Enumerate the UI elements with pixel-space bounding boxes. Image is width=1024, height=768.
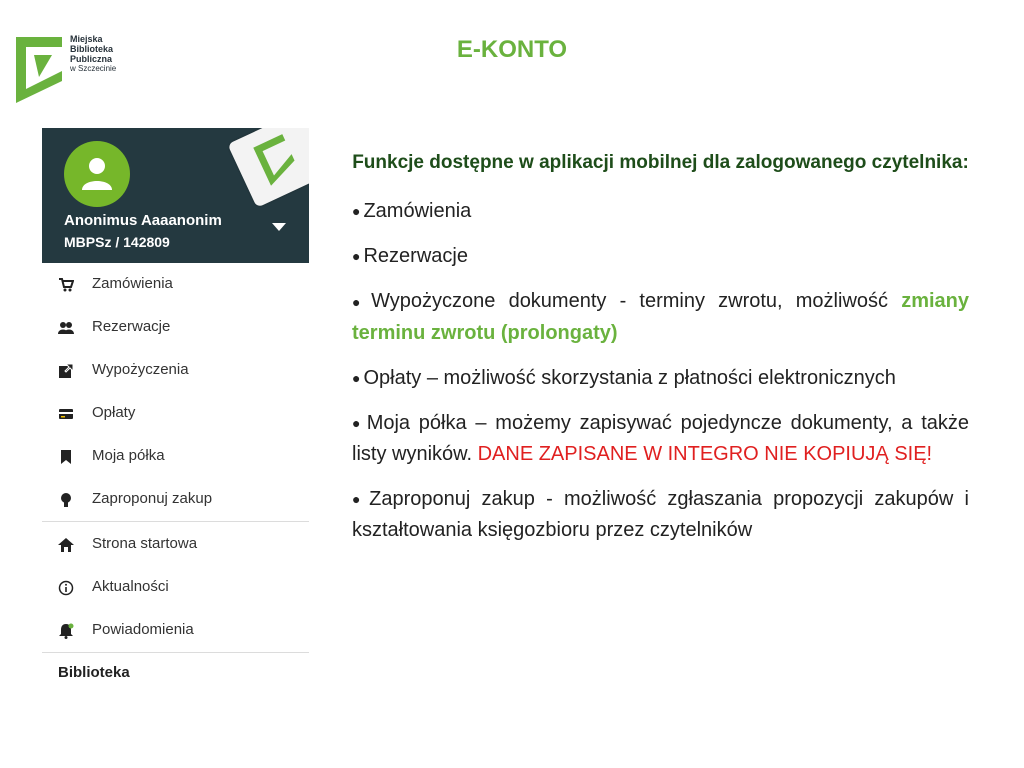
menu-label: Moja półka xyxy=(92,447,165,464)
people-icon xyxy=(58,320,74,336)
card-icon xyxy=(58,406,74,422)
menu-item-zaproponuj-zakup[interactable] xyxy=(42,480,309,520)
menu-divider xyxy=(42,652,309,653)
bullet-icon: ● xyxy=(352,248,361,265)
logo-line-1: Miejska xyxy=(70,34,103,44)
menu-item-powiadomienia[interactable] xyxy=(42,611,309,651)
bullet-text: Wypożyczone dokumenty - terminy zwrotu, możliwość xyxy=(371,290,902,313)
menu-label: Opłaty xyxy=(92,404,136,421)
menu-label: Zamówienia xyxy=(92,275,173,292)
avatar[interactable] xyxy=(64,141,130,207)
user-id: MBPSz / 142809 xyxy=(64,234,170,250)
chevron-down-icon[interactable] xyxy=(272,223,286,231)
card-logo-icon xyxy=(251,130,306,187)
warning-text: DANE ZAPISANE W INTEGRO NIE KOPIUJĄ SIĘ! xyxy=(477,443,933,466)
app-screenshot xyxy=(42,128,309,708)
bullet-text: Rezerwacje xyxy=(363,245,468,268)
menu-item-wypozyczenia[interactable] xyxy=(42,351,309,391)
bullet-wypozyczone xyxy=(352,286,969,348)
menu-item-oplaty[interactable] xyxy=(42,394,309,434)
menu-item-rezerwacje[interactable] xyxy=(42,308,309,348)
library-card-image xyxy=(227,128,309,208)
bullet-highlight: zmiany terminu zwrotu (prolongaty) xyxy=(352,290,969,344)
bullet-icon: ● xyxy=(352,415,364,432)
bullet-zamowienia xyxy=(352,196,969,227)
logo-line-2: Biblioteka xyxy=(70,44,114,54)
feature-description xyxy=(352,148,969,560)
menu-label: Wypożyczenia xyxy=(92,361,189,378)
content-subtitle: Funkcje dostępne w aplikacji mobilnej dla zalogowanego czytelnika: xyxy=(352,152,969,173)
bullet-moja-polka xyxy=(352,408,969,470)
cart-icon xyxy=(58,277,74,293)
menu-item-aktualnosci[interactable] xyxy=(42,568,309,608)
page-title: E-KONTO xyxy=(456,36,568,63)
bullet-zaproponuj xyxy=(352,484,969,546)
bullet-icon: ● xyxy=(352,369,361,386)
section-title-biblioteka: Biblioteka xyxy=(58,664,130,681)
menu-label: Rezerwacje xyxy=(92,318,171,335)
lightbulb-icon xyxy=(58,492,74,508)
user-icon xyxy=(80,156,114,192)
menu-item-strona-startowa[interactable] xyxy=(42,525,309,565)
menu-item-moja-polka[interactable] xyxy=(42,437,309,477)
user-name: Anonimus Aaaanonim xyxy=(64,212,222,229)
menu-label: Zaproponuj zakup xyxy=(92,490,213,507)
bullet-text: Moja półka – możemy zapisywać pojedyncze dokumenty, a także listy wyników. xyxy=(352,411,969,466)
menu-label: Aktualności xyxy=(92,578,169,595)
bullet-text: Opłaty – możliwość skorzystania z płatności elektronicznych xyxy=(363,366,896,389)
bell-icon xyxy=(58,623,74,639)
bookmark-icon xyxy=(58,449,74,465)
logo-line-3: Publiczna xyxy=(70,54,113,64)
bullet-icon: ● xyxy=(352,203,361,220)
menu-label: Strona startowa xyxy=(92,535,198,552)
account-header xyxy=(42,128,309,263)
bullet-oplaty xyxy=(352,363,969,394)
home-icon xyxy=(58,537,74,553)
bullet-text: Zaproponuj zakup - możliwość zgłaszania propozycji zakupów i kształtowania księgozbioru przez czytelników xyxy=(352,488,969,542)
menu-item-zamowienia[interactable] xyxy=(42,265,309,305)
info-icon xyxy=(58,580,74,596)
external-link-icon xyxy=(58,363,74,379)
logo-line-4: w Szczecinie xyxy=(70,64,117,73)
bullet-icon: ● xyxy=(352,491,367,508)
menu-label: Powiadomienia xyxy=(92,621,194,638)
menu-divider xyxy=(42,521,309,522)
bullet-rezerwacje xyxy=(352,241,969,272)
bullet-text: Zamówienia xyxy=(363,200,472,222)
bullet-icon: ● xyxy=(352,293,369,310)
